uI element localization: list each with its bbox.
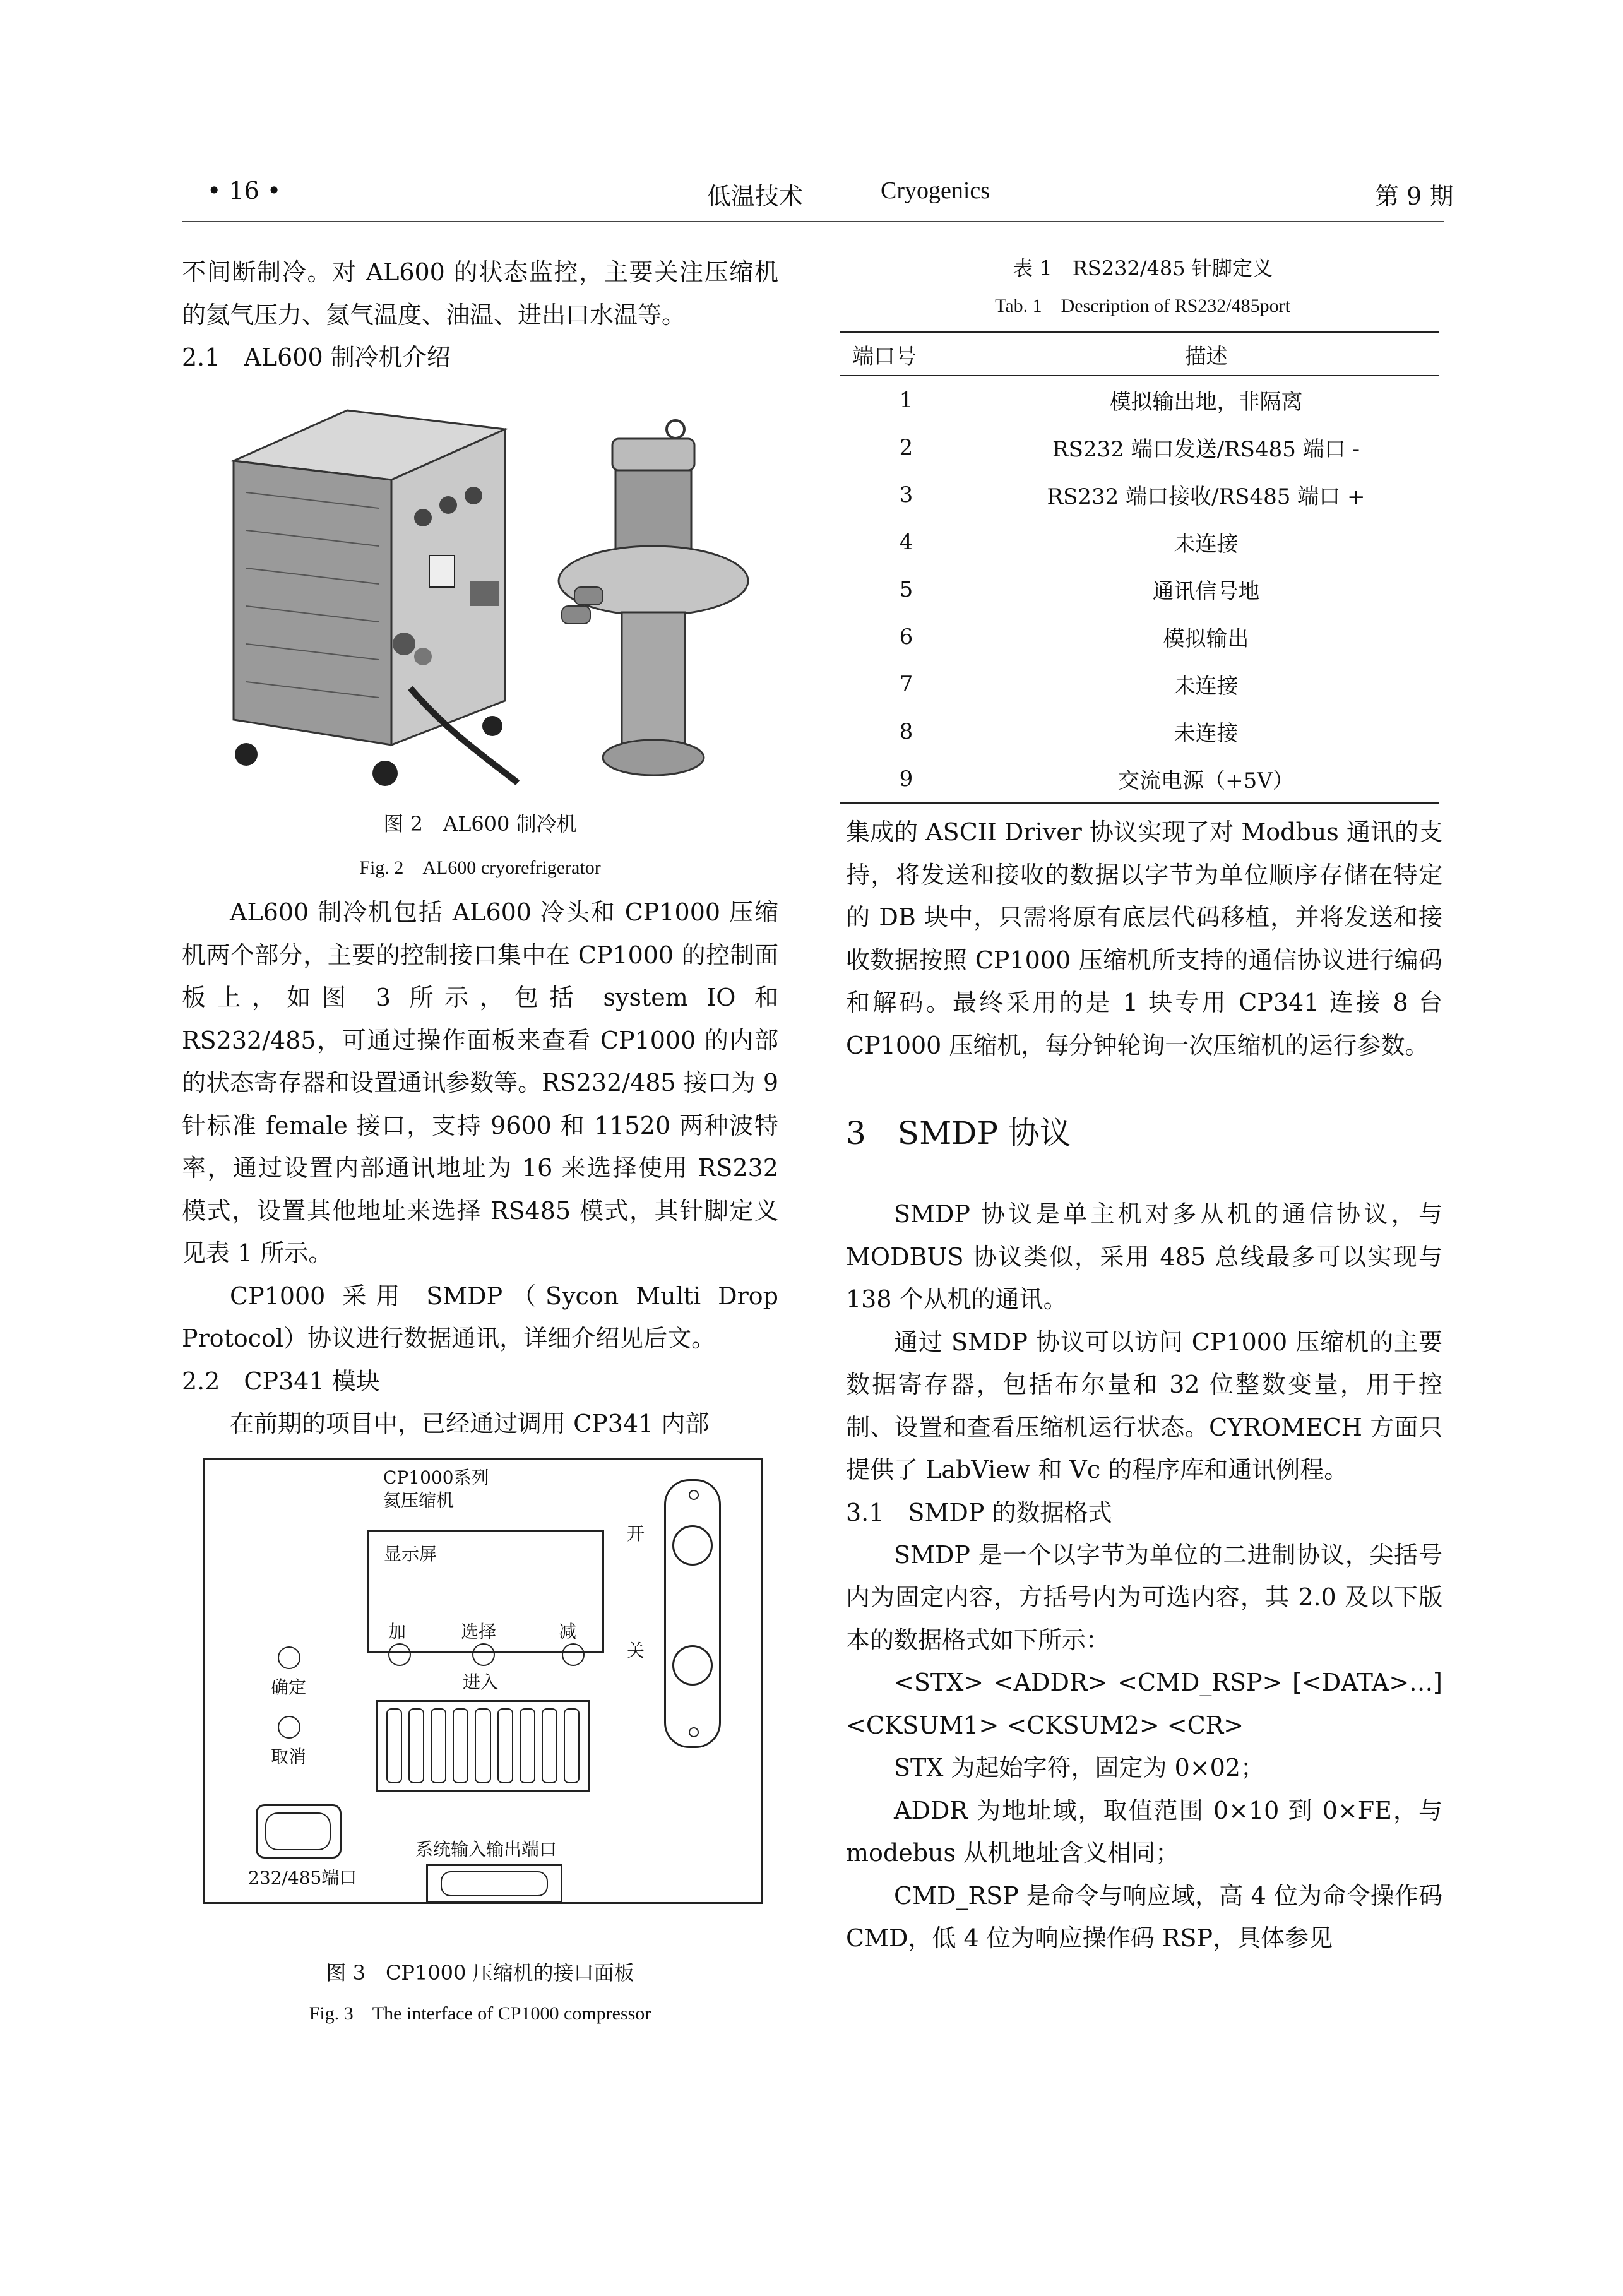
table-1-title-en: Tab. 1 Description of RS232/485port bbox=[995, 295, 1290, 316]
pin-number: 6 bbox=[899, 624, 913, 650]
pin-definition-table bbox=[840, 331, 1439, 804]
column-header-port: 端口号 bbox=[852, 343, 917, 369]
left-column-top bbox=[182, 251, 778, 379]
pin-description: 模拟输出 bbox=[1163, 626, 1249, 651]
confirm-label: 确定 bbox=[271, 1677, 307, 1698]
off-button[interactable] bbox=[672, 1645, 713, 1686]
cp1000-interface-panel bbox=[203, 1458, 763, 1904]
pin-number: 5 bbox=[899, 576, 913, 602]
table-1-title-cn: 表 1 RS232/485 针脚定义 bbox=[1013, 256, 1273, 280]
section-3-heading: 3 SMDP 协议 bbox=[846, 1115, 1071, 1151]
journal-title-en: Cryogenics bbox=[881, 177, 990, 204]
figure-3-caption-en: Fig. 3 The interface of CP1000 compressor bbox=[309, 2003, 651, 2024]
system-io-connector bbox=[426, 1864, 562, 1903]
pin-number: 4 bbox=[899, 529, 913, 555]
smdp-format: <STX> <ADDR> <CMD_RSP> [<DATA>…] <CKSUM1> <CKSUM2> <CR> bbox=[846, 1668, 1442, 1739]
pin-description: 交流电源（+5V） bbox=[1118, 768, 1294, 794]
confirm-button[interactable] bbox=[278, 1646, 300, 1669]
section-2-1-heading: 2.1 AL600 制冷机介绍 bbox=[182, 343, 451, 371]
figure-2-caption-cn: 图 2 AL600 制冷机 bbox=[383, 812, 577, 836]
pin-description: 未连接 bbox=[1174, 721, 1239, 746]
table-row bbox=[840, 613, 1439, 660]
table-row bbox=[840, 518, 1439, 566]
power-switch-plate bbox=[664, 1479, 721, 1748]
table-row bbox=[840, 660, 1439, 708]
paragraph: 在前期的项目中，已经通过调用 CP341 内部 bbox=[230, 1409, 710, 1437]
on-label: 开 bbox=[627, 1523, 645, 1544]
column-header-description: 描述 bbox=[1184, 343, 1228, 369]
cancel-label: 取消 bbox=[271, 1746, 307, 1767]
pin-number: 7 bbox=[899, 671, 913, 697]
table-row bbox=[840, 376, 1439, 424]
table-row bbox=[840, 755, 1439, 804]
paragraph: CP1000 采用 SMDP（Sycon Multi Drop Protocol）协议进行数据通讯，详细介绍见后文。 bbox=[182, 1282, 778, 1352]
pin-description: RS232 端口接收/RS485 端口 + bbox=[1047, 484, 1365, 509]
paragraph: STX 为起始字符，固定为 0×02； bbox=[894, 1754, 1264, 1781]
pin-description: 未连接 bbox=[1174, 674, 1239, 699]
left-column-middle bbox=[182, 891, 778, 1445]
table-header-row bbox=[840, 333, 1439, 376]
plus-button[interactable] bbox=[388, 1643, 411, 1666]
pin-number: 8 bbox=[899, 718, 913, 744]
table-row bbox=[840, 424, 1439, 471]
pin-number: 3 bbox=[899, 482, 913, 508]
plus-label: 加 bbox=[388, 1621, 407, 1642]
pin-description: 未连接 bbox=[1174, 532, 1239, 557]
al600-cryorefrigerator-figure bbox=[221, 404, 751, 802]
paragraph: CMD_RSP 是命令与响应域，高 4 位为命令操作码 CMD，低 4 位为响应操作码 RSP，具体参见 bbox=[846, 1881, 1442, 1952]
section-3-1-heading: 3.1 SMDP 的数据格式 bbox=[846, 1498, 1112, 1526]
section-2-2-heading: 2.2 CP341 模块 bbox=[182, 1367, 380, 1395]
pin-number: 2 bbox=[899, 434, 913, 460]
table-row bbox=[840, 471, 1439, 518]
minus-button[interactable] bbox=[562, 1643, 585, 1666]
figure-2-caption-en: Fig. 2 AL600 cryorefrigerator bbox=[359, 857, 601, 878]
cancel-button[interactable] bbox=[278, 1716, 300, 1739]
right-column bbox=[846, 811, 1442, 1960]
paragraph: 不间断制冷。对 AL600 的状态监控，主要关注压缩机的氦气压力、氦气温度、油温、进出口水温等。 bbox=[182, 258, 778, 329]
paragraph: 通过 SMDP 协议可以访问 CP1000 压缩机的主要数据寄存器，包括布尔量和 32 位整数变量，用于控制、设置和查看压缩机运行状态。CYROMECH 方面只提供了 LabView 和 Vc 的程序库和通讯例程。 bbox=[846, 1328, 1442, 1484]
panel-series-label: CP1000系列 氦压缩机 bbox=[383, 1467, 489, 1511]
table-row bbox=[840, 708, 1439, 755]
system-io-port-label: 系统输入输出端口 bbox=[415, 1839, 557, 1860]
pin-number: 9 bbox=[899, 766, 913, 792]
select-label: 选择 bbox=[461, 1621, 497, 1642]
pin-description: RS232 端口发送/RS485 端口 - bbox=[1052, 437, 1360, 462]
paragraph: SMDP 是一个以字节为单位的二进制协议，尖括号内为固定内容，方括号内为可选内容，其 2.0 及以下版本的数据格式如下所示： bbox=[846, 1540, 1442, 1654]
paragraph: AL600 制冷机包括 AL600 冷头和 CP1000 压缩机两个部分，主要的控制接口集中在 CP1000 的控制面板上，如图 3 所示，包括 system IO 和 RS232/485，可通过操作面板来查看 CP1000 的内部的状态寄存器和设置通讯参数等。RS232/485 接口为 9 针标准 female 接口，支持 9600 和 11520 两种波特率，通过设置内部通讯地址为 16 来选择使用 RS232 模式，设置其他地址来选择 RS485 模式，其针脚定义见表 1 所示。 bbox=[182, 898, 778, 1267]
page-number: • 16 • bbox=[207, 177, 282, 205]
paragraph: ADDR 为地址域，取值范围 0×10 到 0×FE，与 modebus 从机地址含义相同； bbox=[846, 1796, 1442, 1867]
pin-description: 通讯信号地 bbox=[1152, 579, 1260, 604]
paragraph: 集成的 ASCII Driver 协议实现了对 Modbus 通讯的支持，将发送和接收的数据以字节为单位顺序存储在特定的 DB 块中，只需将原有底层代码移植，并将发送和接收数据按照 CP1000 压缩机所支持的通信协议进行编码和解码。最终采用的是 1 块专用 CP341 连接 8 台 CP1000 压缩机，每分钟轮询一次压缩机的运行参数。 bbox=[846, 818, 1442, 1059]
on-button[interactable] bbox=[672, 1525, 713, 1566]
rs232-485-connector bbox=[256, 1804, 342, 1859]
enter-label: 进入 bbox=[463, 1672, 499, 1692]
select-button[interactable] bbox=[472, 1643, 495, 1666]
rs232-485-port-label: 232/485端口 bbox=[248, 1867, 357, 1888]
pin-number: 1 bbox=[899, 387, 913, 413]
paragraph: SMDP 协议是单主机对多从机的通信协议，与 MODBUS 协议类似，采用 485 总线最多可以实现与 138 个从机的通讯。 bbox=[846, 1200, 1442, 1313]
header-rule bbox=[182, 221, 1444, 222]
journal-title-cn: 低温技术 bbox=[707, 182, 804, 210]
figure-3-caption-cn: 图 3 CP1000 压缩机的接口面板 bbox=[326, 1961, 634, 1985]
ventilation-grille bbox=[376, 1700, 590, 1792]
pin-description: 模拟输出地，非隔离 bbox=[1109, 390, 1303, 415]
off-label: 关 bbox=[627, 1640, 645, 1661]
table-row bbox=[840, 566, 1439, 613]
display-label: 显示屏 bbox=[384, 1544, 437, 1564]
issue-number: 第 9 期 bbox=[1375, 182, 1454, 210]
minus-label: 减 bbox=[559, 1621, 577, 1642]
